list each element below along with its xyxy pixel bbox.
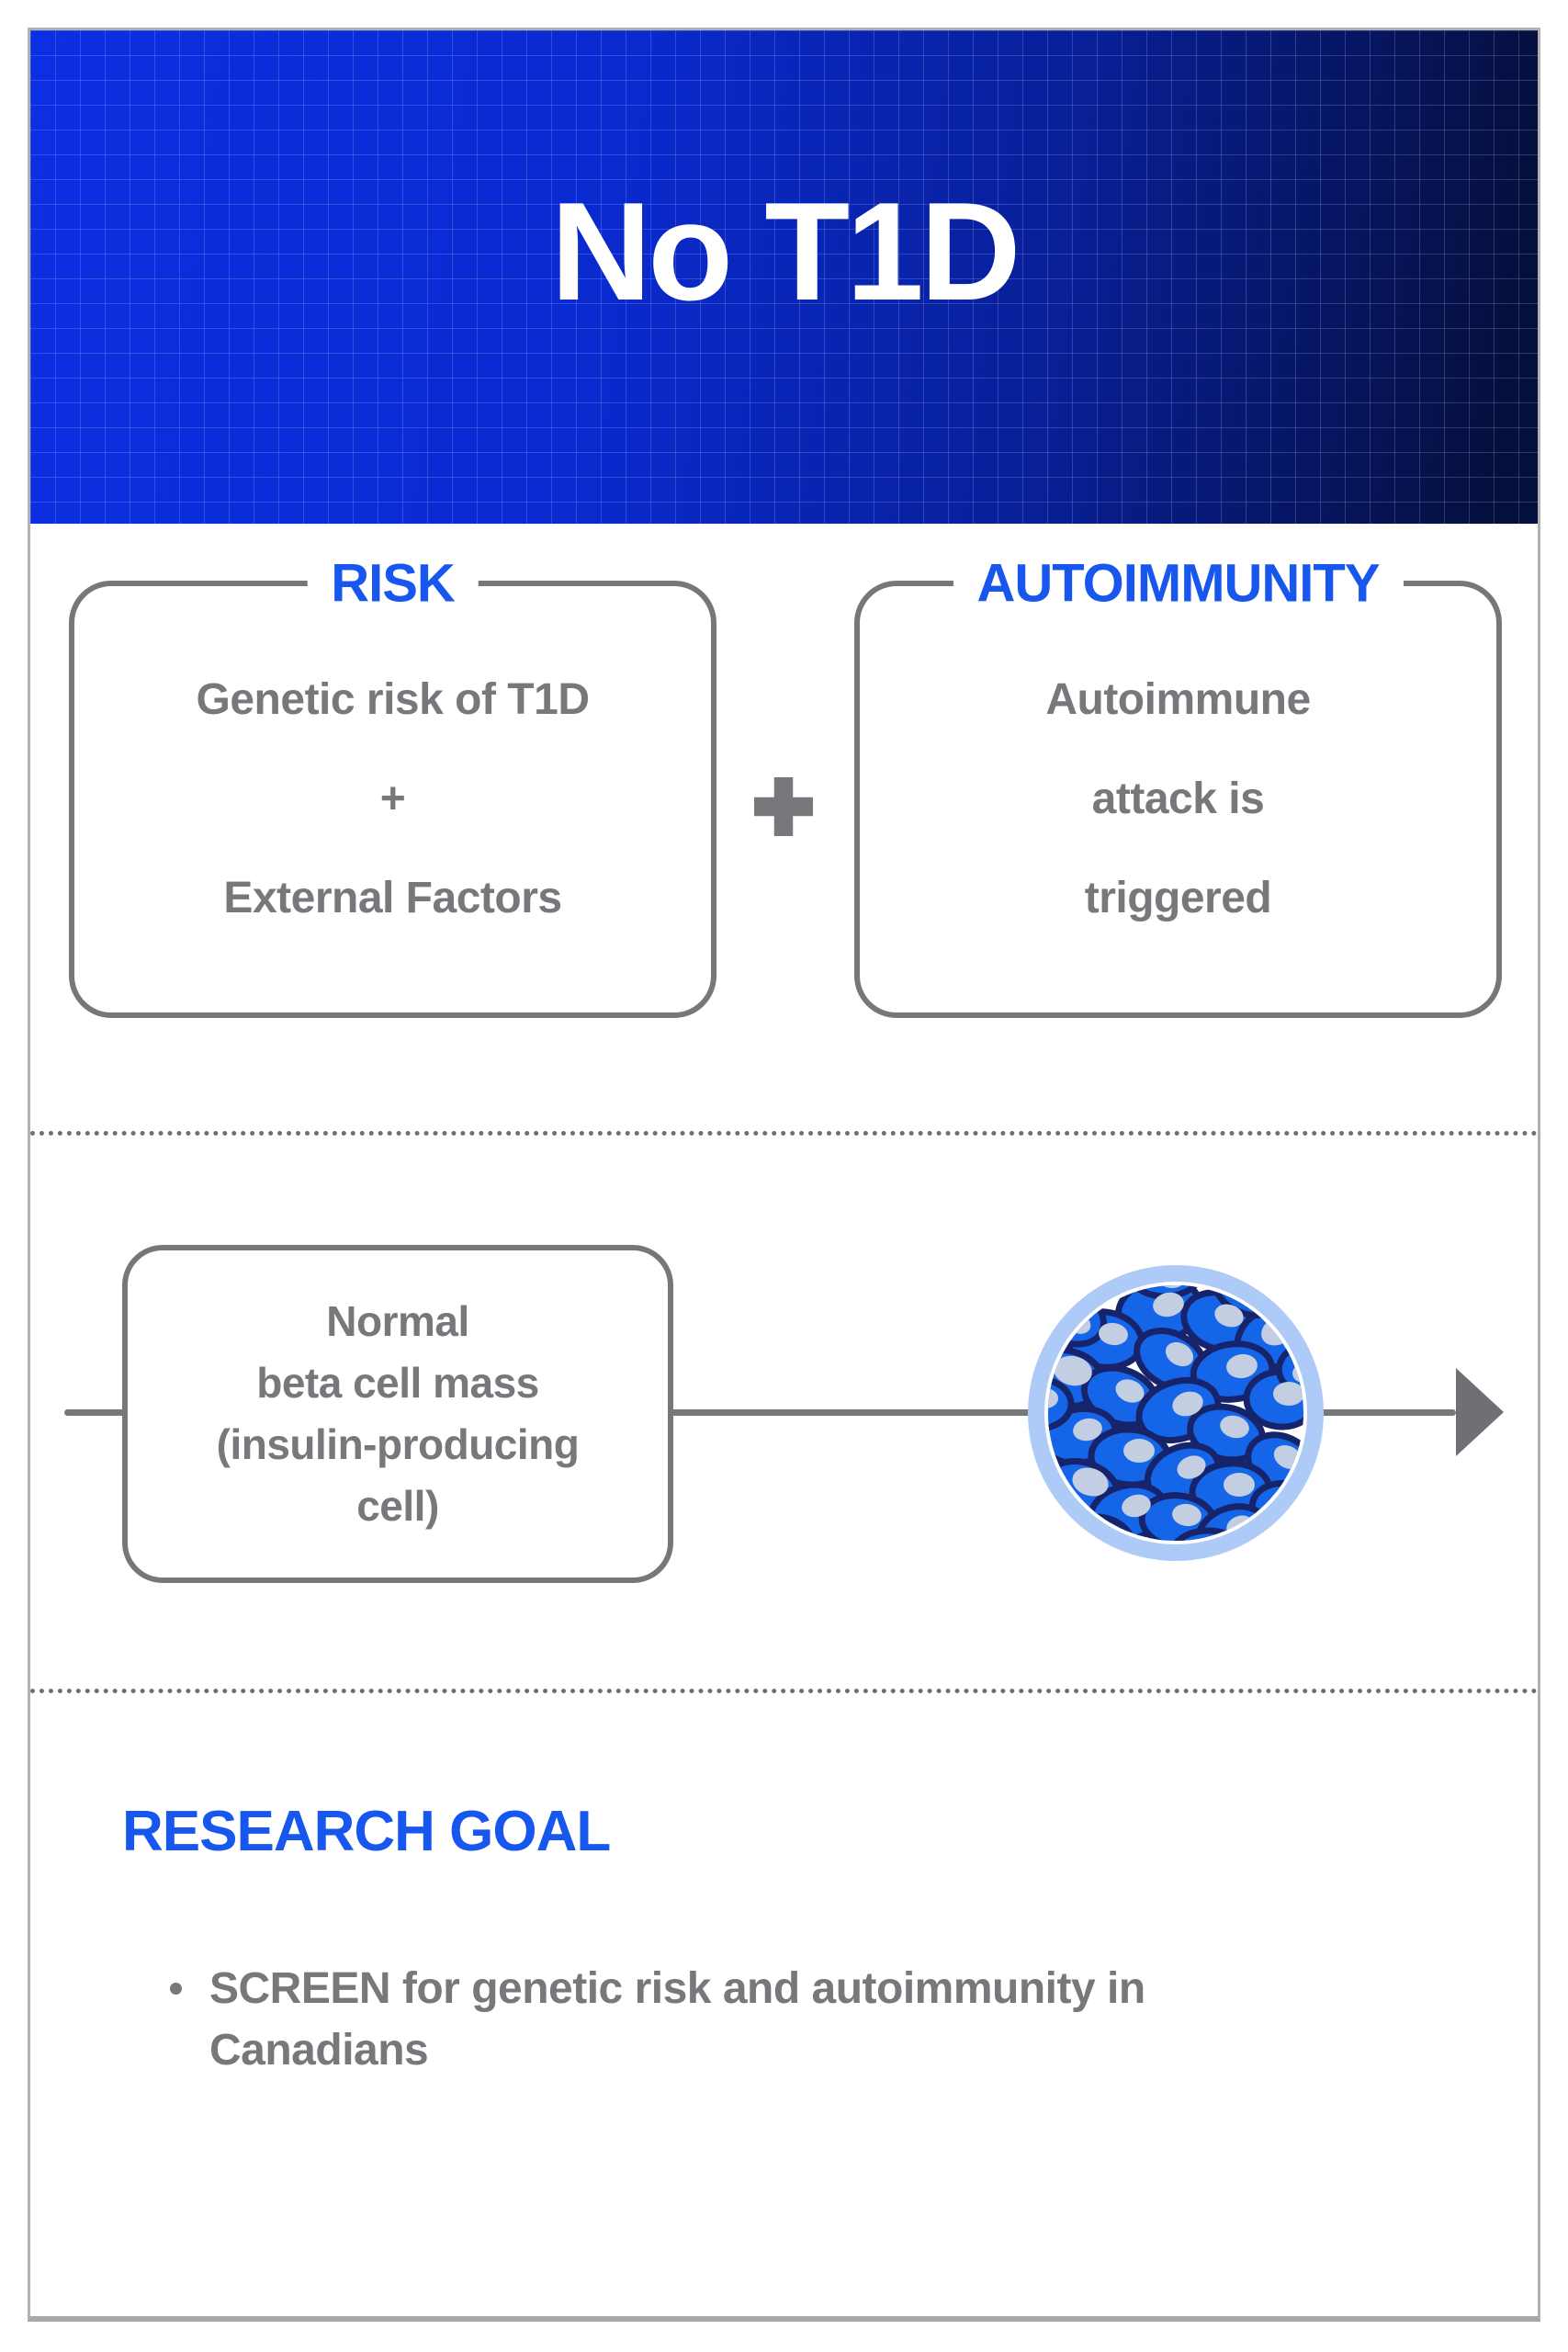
beta-cell-box-line: cell)	[356, 1482, 439, 1530]
beta-cell-box-line: (insulin-producing	[216, 1420, 580, 1468]
autoimmunity-box-line: Autoimmune	[1045, 675, 1311, 724]
risk-box-label: RISK	[307, 553, 479, 615]
arrow-right-icon	[1456, 1368, 1504, 1456]
risk-box-line: Genetic risk of T1D	[196, 675, 590, 724]
beta-cell-box-text	[217, 1291, 580, 1537]
page-title: No T1D	[550, 173, 1018, 330]
autoimmunity-box	[854, 553, 1502, 1018]
research-goal-bullet-item	[170, 1958, 1220, 2081]
autoimmunity-box-line: attack is	[1091, 775, 1265, 823]
risk-box-line: External Factors	[223, 874, 562, 922]
stage-header-banner	[30, 30, 1538, 524]
bullet-dot-icon	[170, 1983, 182, 1995]
beta-cell-box-line: Normal	[326, 1297, 469, 1345]
autoimmunity-box-text	[1045, 650, 1310, 948]
dotted-divider	[30, 1689, 1538, 1693]
dotted-divider	[30, 1131, 1538, 1136]
beta-cell-mass-box	[122, 1245, 673, 1583]
beta-cell-box-line: beta cell mass	[256, 1359, 539, 1407]
islet-cells-icon	[1024, 1261, 1327, 1565]
risk-box-plus: +	[379, 775, 406, 823]
risk-box	[69, 553, 716, 1018]
autoimmunity-box-line: triggered	[1084, 874, 1272, 922]
risk-box-text	[197, 650, 590, 948]
research-goal-bullet-text: SCREEN for genetic risk and autoimmunity in Canadians	[209, 1964, 1145, 2075]
infographic-page	[28, 28, 1540, 2322]
research-goal-heading: RESEARCH GOAL	[122, 1800, 611, 1863]
plus-icon	[754, 777, 813, 836]
autoimmunity-box-label: AUTOIMMUNITY	[953, 553, 1403, 615]
